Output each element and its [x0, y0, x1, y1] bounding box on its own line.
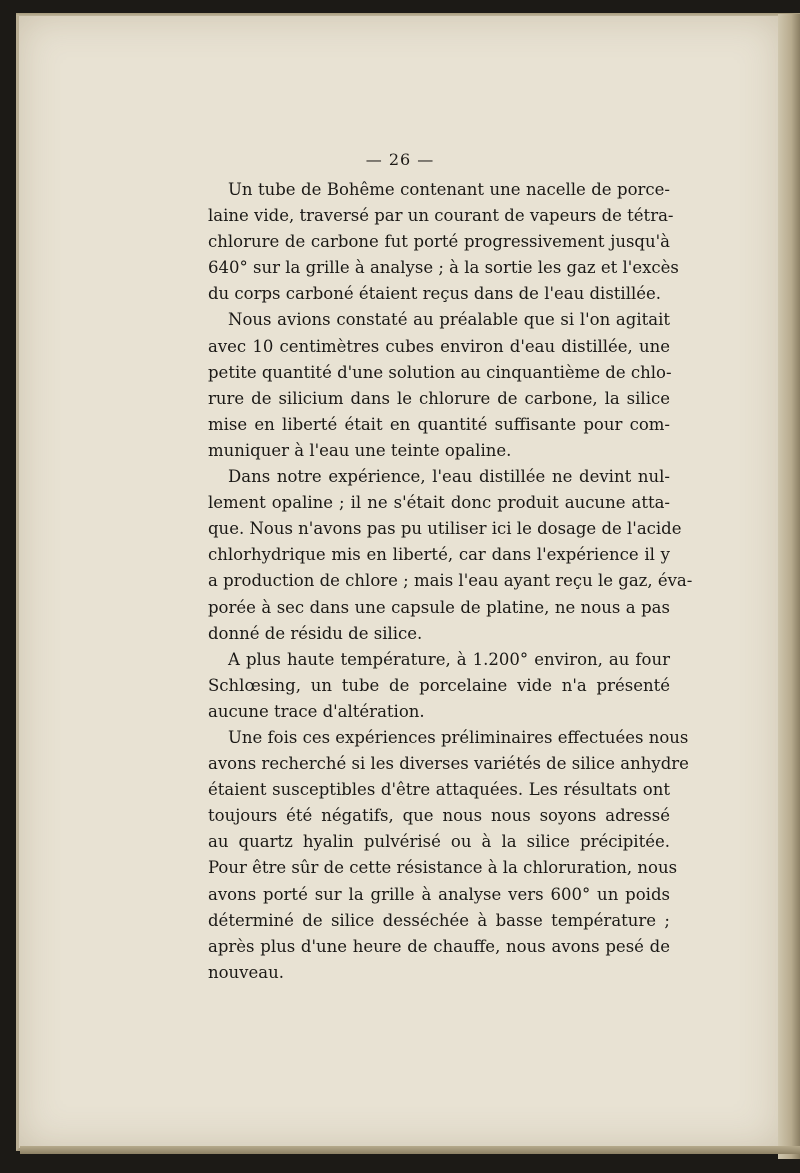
paragraph-2 [208, 307, 670, 464]
text-line: 640° sur la grille à analyse ; à la sortie les gaz et l'excès [208, 258, 679, 278]
text-line: chlorhydrique mis en liberté, car dans l'expérience il y [208, 545, 670, 565]
page-edge-bottom [20, 1146, 800, 1154]
text-line: Un tube de Bohême contenant une nacelle de porce- [228, 180, 670, 199]
text-line: déterminé de silice desséchée à basse température ; [208, 910, 670, 930]
text-line: aucune trace d'altération. [208, 701, 425, 721]
text-line: au quartz hyalin pulvérisé ou à la silice précipitée. [208, 832, 670, 852]
text-line: laine vide, traversé par un courant de vapeurs de tétra- [208, 206, 674, 226]
text-line: nouveau. [208, 962, 284, 982]
text-line: Schlœsing, un tube de porcelaine vide n'a présenté [208, 675, 670, 695]
paragraph-4 [208, 647, 670, 725]
text-line: toujours été négatifs, que nous nous soyons adressé [208, 806, 670, 826]
text-line: que. Nous n'avons pas pu utiliser ici le dosage de l'acide [208, 519, 682, 539]
text-line: avons porté sur la grille à analyse vers 600° un poids [208, 884, 670, 904]
text-line: porée à sec dans une capsule de platine, ne nous a pas [208, 597, 670, 617]
text-line: donné de résidu de silice. [208, 623, 423, 643]
text-line: chlorure de carbone fut porté progressivement jusqu'à [208, 232, 670, 252]
page-number: — 26 — [365, 150, 435, 169]
text-line: Nous avions constaté au préalable que si l'on agitait [228, 310, 670, 330]
text-line: rure de silicium dans le chlorure de carbone, la silice [208, 388, 670, 408]
text-line: petite quantité d'une solution au cinquantième de chlo- [208, 362, 672, 382]
paragraph-5 [208, 725, 689, 986]
text-line: A plus haute température, à 1.200° environ, au four [228, 649, 670, 669]
text-line: du corps carboné étaient reçus dans de l'eau distillée. [208, 284, 662, 304]
body-text [208, 177, 693, 986]
text-line: lement opaline ; il ne s'était donc produit aucune atta- [208, 493, 670, 513]
text-line: Une fois ces expériences préliminaires effectuées nous [228, 727, 689, 747]
text-line: avons recherché si les diverses variétés de silice anhydre [208, 754, 689, 774]
text-line: avec 10 centimètres cubes environ d'eau distillée, une [208, 336, 670, 356]
text-line: muniquer à l'eau une teinte opaline. [208, 440, 512, 460]
text-line: Pour être sûr de cette résistance à la chloruration, nous [208, 858, 678, 878]
page-edge-right [778, 14, 800, 1159]
text-line: étaient susceptibles d'être attaquées. Les résultats ont [208, 780, 670, 800]
text-line: après plus d'une heure de chauffe, nous avons pesé de [208, 936, 670, 956]
text-line: a production de chlore ; mais l'eau ayant reçu le gaz, éva- [208, 571, 693, 591]
text-line: Dans notre expérience, l'eau distillée ne devint nul- [228, 467, 670, 487]
text-line: mise en liberté était en quantité suffisante pour com- [208, 414, 670, 434]
paragraph-3 [208, 464, 693, 647]
paragraph-1 [208, 177, 679, 307]
